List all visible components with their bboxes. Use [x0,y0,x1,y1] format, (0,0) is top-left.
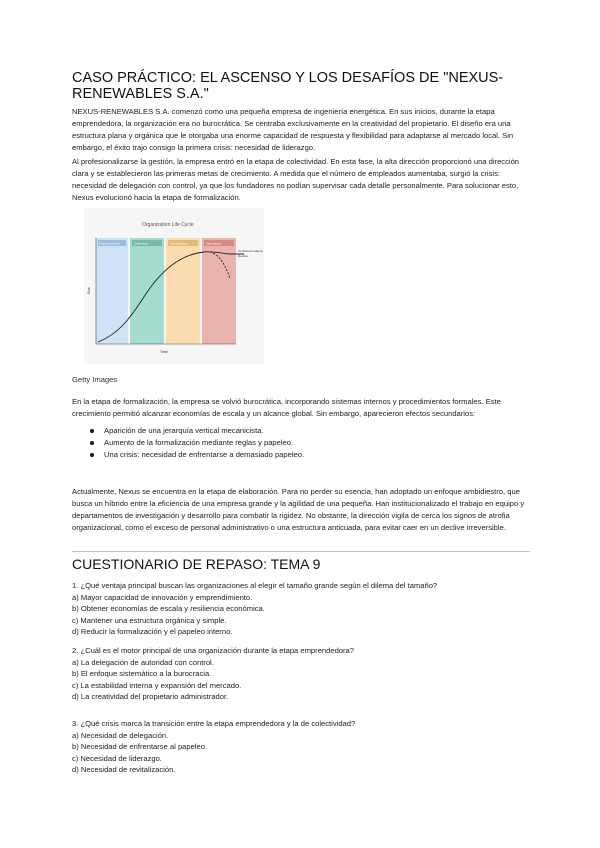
stage-label-3: Formalization [170,241,189,246]
list-item: Aparición de una jerarquía vertical mecanicista. [90,425,304,437]
paragraph-formalization: En la etapa de formalización, la empresa se volvió burocrática, incorporando sistemas internos y procedimientos formales. Este crecimiento permitió alcanzar economías de escala y un alcance global. Sin embargo, aparecieron efectos secundarios: [72,397,501,418]
life-cycle-chart [84,208,264,364]
quiz-question-2 [72,645,532,703]
answer-option: a) La delegación de autoridad con control. [72,657,214,667]
stage-band-2 [130,238,164,344]
case-title: CASO PRÁCTICO: EL ASCENSO Y LOS DESAFÍOS DE "NEXUS-RENEWABLES S.A." [72,70,504,102]
section-divider [72,551,530,552]
quiz-title: CUESTIONARIO DE REPASO: TEMA 9 [72,556,321,572]
life-cycle-figure [84,208,264,364]
y-axis-label: Size [87,287,91,294]
question-text: 2. ¿Cuál es el motor principal de una organización durante la etapa emprendedora? [72,646,354,655]
curve-label-decline: Decline [238,254,249,258]
answer-option: c) Necesidad de liderazgo. [72,753,162,763]
answer-option: b) El enfoque sistemático a la burocracia. [72,669,212,679]
side-effects-list [90,425,304,461]
paragraph-elaboration: Actualmente, Nexus se encuentra en la etapa de elaboración. Para no perder su esencia, han adoptado un enfoque ambidiestro, que busca un híbrido entre la eficiencia de una empresa grande y la agilidad de una pequeña. Han institucionalizado el trabajo en equipo y departamentos de investigación y desarrollo para combatir la rigidez. No obstante, la dirección vigila de cerca los signos de atrofia organizacional, como el exceso de personal administrativo o una estructura anticuada, para evitar caer en un declive irreversible. [72,487,525,532]
list-item: Una crisis: necesidad de enfrentarse a demasiado papeleo. [90,449,304,461]
stage-label-4: Elaboration [206,241,222,246]
list-item: Aumento de la formalización mediante reglas y papeleo. [90,437,304,449]
answer-option: c) Mantener una estructura orgánica y simple. [72,615,227,625]
answer-option: d) Necesidad de revitalización. [72,765,176,775]
answer-option: d) Reducir la formalización y el papeleo interno. [72,627,233,637]
answer-option: a) Mayor capacidad de innovación y emprendimiento. [72,592,253,602]
x-axis-label: Time [160,350,168,354]
answer-option: a) Necesidad de delegación. [72,730,169,740]
paragraph-collectivity: Al profesionalizarse la gestión, la empresa entró en la etapa de colectividad. En esta fase, la alta dirección proporcionó una dirección clara y se establecieron las primeras metas de crecimiento. A medida que el número de empleados aumentaba, surgió la crisis: necesidad de delegación con control, ya que los fundadores no podían supervisar cada detalle personalmente. Para solucionar esto, Nexus evolucionó hacia la etapa de formalización. [72,157,520,202]
curve-label-maturity: Continued maturity [238,249,264,253]
figure-caption: Getty Images [72,375,118,384]
answer-option: c) La estabilidad interna y expansión del mercado. [72,680,242,690]
question-text: 1. ¿Qué ventaja principal buscan las organizaciones al elegir el tamaño grande según el dilema del tamaño? [72,581,438,590]
answer-option: b) Obtener economías de escala y resiliencia económica. [72,604,265,614]
company-name: NEXUS-RENEWABLES S.A. [72,107,170,116]
paragraph-intro-text: comenzó como una pequeña empresa de ingeniería energética. En sus inicios, durante la etapa emprendedora, la organización era no burocrática. Se centraba exclusivamente en la creatividad del propietario. El diseño era una estructura plana y orgánica que le otorgaba una enorme capacidad de respuesta y flexibilidad para adaptarse al mercado local. Sin embargo, el éxito trajo consigo la primera crisis: necesidad de liderazgo. [72,107,514,152]
question-text: 3. ¿Qué crisis marca la transición entre la etapa emprendedora y la de colectividad? [72,719,356,728]
answer-option: b) Necesidad de enfrentarse al papeleo. [72,742,208,752]
figure-title: Organization Life Cycle [142,222,194,228]
paragraph-intro [72,106,527,154]
stage-label-1: Entrepreneurial [99,241,120,246]
stage-band-1 [96,238,128,344]
answer-option: d) La creatividad del propietario administrador. [72,692,229,702]
quiz-question-3 [72,718,532,776]
stage-label-2: Collectivity [134,241,149,246]
quiz-question-1 [72,580,532,638]
